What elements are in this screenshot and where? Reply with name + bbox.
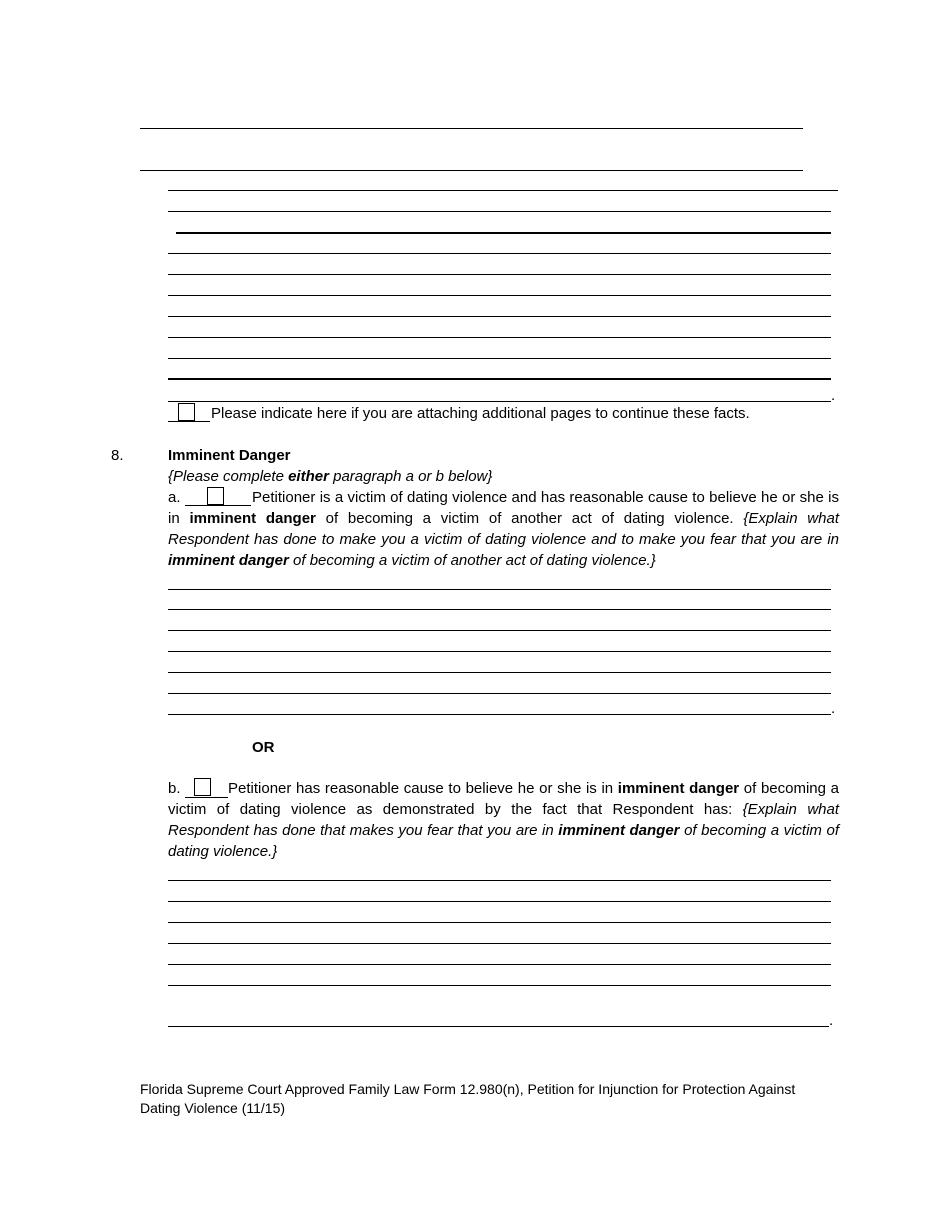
para-b-instruction: {Explain what Respondent has done that makes you fear that you are in — [168, 801, 839, 839]
para-a-instruction-emphasis: imminent danger — [168, 552, 289, 569]
para-b-line-4[interactable] — [168, 943, 831, 944]
para-a-line-6[interactable] — [168, 693, 831, 694]
para-a-line-3[interactable] — [168, 630, 831, 631]
facts-line-1[interactable] — [168, 190, 838, 191]
para-a-line-5[interactable] — [168, 672, 831, 673]
instruction-bold: either — [288, 468, 329, 485]
para-b-label: b. — [168, 780, 181, 797]
para-a-label: a. — [168, 489, 181, 506]
footer-line-2: Dating Violence (11/15) — [140, 1100, 286, 1116]
answer-line-top-2[interactable] — [140, 170, 803, 171]
para-b-line-3[interactable] — [168, 922, 831, 923]
para-a-line-1[interactable] — [168, 589, 831, 590]
facts-line-4[interactable] — [168, 253, 831, 254]
or-label: OR — [252, 739, 275, 756]
instruction-post: paragraph a or b below} — [328, 468, 493, 485]
attach-pages-underline — [168, 421, 210, 422]
facts-line-3[interactable] — [176, 232, 831, 234]
attach-pages-label: Please indicate here if you are attaching additional pages to continue these facts. — [211, 405, 750, 422]
para-a-text — [168, 487, 839, 571]
facts-line-8[interactable] — [168, 337, 831, 338]
para-b-line-5[interactable] — [168, 964, 831, 965]
facts-end-period: . — [831, 387, 836, 404]
para-a-emphasis: imminent danger — [189, 510, 316, 527]
facts-line-9[interactable] — [168, 358, 831, 359]
para-a-line-4[interactable] — [168, 651, 831, 652]
para-b-instruction-emphasis: imminent danger — [558, 822, 680, 839]
para-a-end-period: . — [831, 700, 836, 717]
facts-line-7[interactable] — [168, 316, 831, 317]
footer-line-1: Florida Supreme Court Approved Family Law Form 12.980(n), Petition for Injunction for Protection Against — [140, 1081, 796, 1097]
answer-line-top-1[interactable] — [140, 128, 803, 129]
facts-line-2[interactable] — [168, 211, 831, 212]
para-a-instruction: {Explain what Respondent has done to make you a victim of dating violence and to make you fear that you are in — [168, 510, 839, 548]
facts-line-11[interactable] — [168, 401, 831, 402]
para-b-line-1[interactable] — [168, 880, 831, 881]
para-b-emphasis: imminent danger — [617, 780, 740, 797]
facts-line-6[interactable] — [168, 295, 831, 296]
para-b-body-2: of becoming a victim of dating violence as demonstrated by the fact that Respondent has: — [168, 780, 839, 818]
page-footer — [140, 1080, 840, 1118]
attach-pages-checkbox[interactable] — [178, 403, 195, 421]
para-b-text — [168, 778, 839, 862]
para-b-body: Petitioner has reasonable cause to believe he or she is in — [228, 780, 618, 797]
para-b-end-period: . — [829, 1012, 834, 1029]
para-a-instruction-2: of becoming a victim of another act of dating violence.} — [288, 552, 656, 569]
instruction-pre: {Please complete — [168, 468, 289, 485]
para-b-instruction-2: of becoming a victim of dating violence.} — [168, 822, 839, 860]
para-b-line-7[interactable] — [168, 1026, 829, 1027]
section-number: 8. — [111, 447, 124, 464]
para-a-body: Petitioner is a victim of dating violence and has reasonable cause to believe he or she is in — [168, 489, 839, 527]
para-b-line-6[interactable] — [168, 985, 831, 986]
para-a-body-2: of becoming a victim of another act of dating violence. — [315, 510, 744, 527]
facts-line-5[interactable] — [168, 274, 831, 275]
section-title: Imminent Danger — [168, 447, 291, 464]
para-b-line-2[interactable] — [168, 901, 831, 902]
section-instruction — [168, 466, 492, 487]
para-a-line-2[interactable] — [168, 609, 831, 610]
facts-line-10[interactable] — [168, 378, 831, 380]
para-a-line-7[interactable] — [168, 714, 831, 715]
